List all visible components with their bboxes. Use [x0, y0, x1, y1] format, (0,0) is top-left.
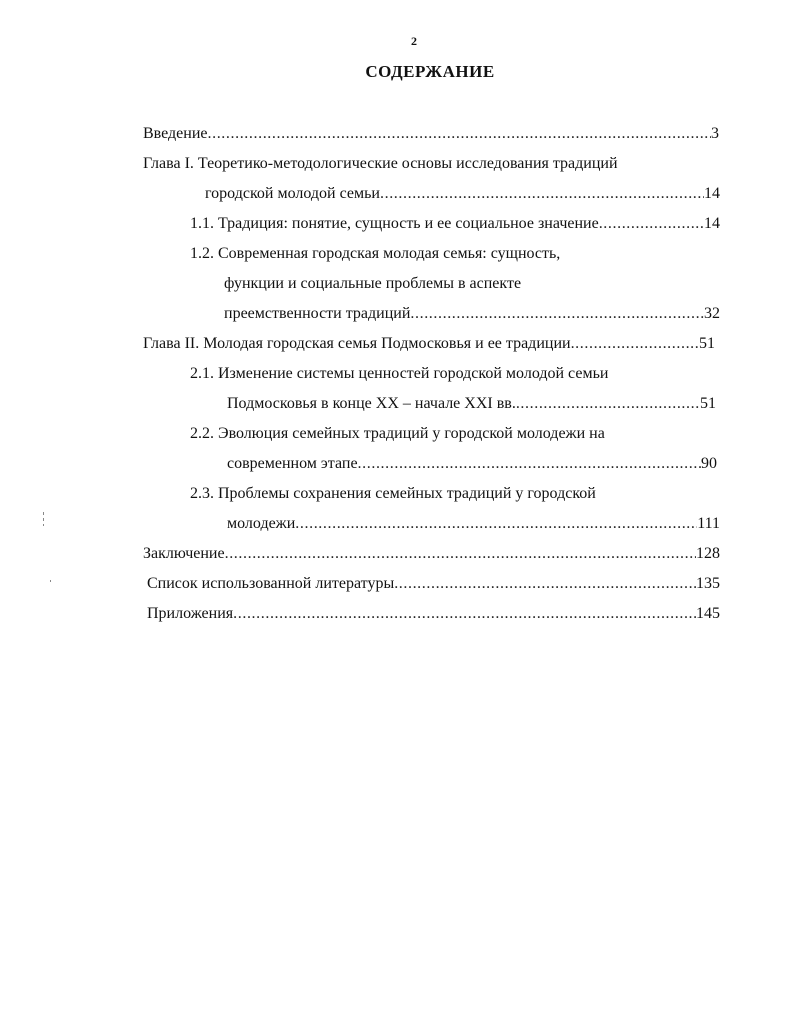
scan-artifact: [43, 512, 44, 515]
toc-entry-text: Введение: [143, 125, 208, 142]
toc-entry-section-2-1-cont[interactable]: [227, 394, 716, 414]
dot-leader: [380, 184, 704, 204]
toc-entry-page: 128: [696, 545, 720, 562]
toc-entry-chapter-2[interactable]: [143, 334, 715, 354]
toc-entry-page: 3: [711, 125, 719, 142]
dot-leader: [233, 604, 696, 624]
dot-leader: [516, 394, 700, 414]
toc-entry-page: 32: [704, 305, 720, 322]
page-title: СОДЕРЖАНИЕ: [365, 62, 495, 81]
toc-entry-page: 90: [701, 455, 717, 472]
toc-entry-section-2-3-cont[interactable]: [227, 514, 720, 534]
toc-entry-chapter-1[interactable]: [143, 154, 618, 174]
dot-leader: [571, 334, 699, 354]
toc-entry-text: 1.1. Традиция: понятие, сущность и ее социальное значение: [190, 215, 599, 232]
toc-entry-text: 1.2. Современная городская молодая семья: сущность,: [190, 245, 561, 262]
toc-entry-text: Подмосковья в конце XX – начале XXI вв.: [227, 395, 516, 412]
scan-artifact: [43, 524, 44, 526]
dot-leader: [225, 544, 696, 564]
toc-entry-section-1-2-cont[interactable]: [224, 274, 521, 294]
toc-entry-text: молодежи: [227, 515, 296, 532]
toc-entry-section-2-3[interactable]: [190, 484, 596, 504]
toc-entry-page: 51: [700, 395, 716, 412]
toc-entry-section-1-2-end[interactable]: [224, 304, 720, 324]
toc-entry-text: городской молодой семьи: [205, 185, 380, 202]
toc-entry-section-1-1[interactable]: [190, 214, 720, 234]
page-number: 2: [411, 34, 417, 48]
toc-entry-chapter-1-cont[interactable]: [205, 184, 720, 204]
toc-entry-section-2-1[interactable]: [190, 364, 608, 384]
toc-entry-page: 145: [696, 605, 720, 622]
dot-leader: [358, 454, 701, 474]
toc-entry-page: 14: [704, 215, 720, 232]
toc-entry-text: современном этапе: [227, 455, 358, 472]
toc-entry-section-1-2[interactable]: [190, 244, 560, 264]
toc-entry-section-2-2-cont[interactable]: [227, 454, 717, 474]
dot-leader: [208, 124, 712, 144]
toc-entry-text: 2.3. Проблемы сохранения семейных традиций у городской: [190, 485, 596, 502]
toc-entry-section-2-2[interactable]: [190, 424, 605, 444]
toc-entry-text: Глава I. Теоретико-методологические основы исследования традиций: [143, 155, 618, 172]
toc-entry-text: 2.2. Эволюция семейных традиций у городской молодежи на: [190, 425, 605, 442]
dot-leader: [410, 304, 704, 324]
scan-artifact: [43, 518, 44, 521]
scan-artifact: [50, 580, 51, 582]
dot-leader: [295, 514, 697, 534]
toc-entry-page: 135: [696, 575, 720, 592]
toc-entry-page: 111: [697, 515, 720, 532]
toc-entry-text: преемственности традиций: [224, 305, 411, 322]
toc-entry-text: Глава II. Молодая городская семья Подмосковья и ее традиции: [143, 335, 571, 352]
toc-entry-references[interactable]: [147, 574, 720, 594]
dot-leader: [599, 214, 704, 234]
toc-entry-text: Список использованной литературы: [147, 575, 395, 592]
toc-entry-page: 51: [699, 335, 715, 352]
toc-entry-conclusion[interactable]: [143, 544, 720, 564]
toc-entry-text: Заключение: [143, 545, 225, 562]
toc-entry-appendices[interactable]: [147, 604, 720, 624]
toc-entry-introduction[interactable]: [143, 124, 719, 144]
toc-entry-text: Приложения: [147, 605, 234, 622]
toc-entry-text: функции и социальные проблемы в аспекте: [224, 275, 522, 292]
dot-leader: [394, 574, 696, 594]
toc-entry-page: 14: [704, 185, 720, 202]
toc-entry-text: 2.1. Изменение системы ценностей городской молодой семьи: [190, 365, 609, 382]
